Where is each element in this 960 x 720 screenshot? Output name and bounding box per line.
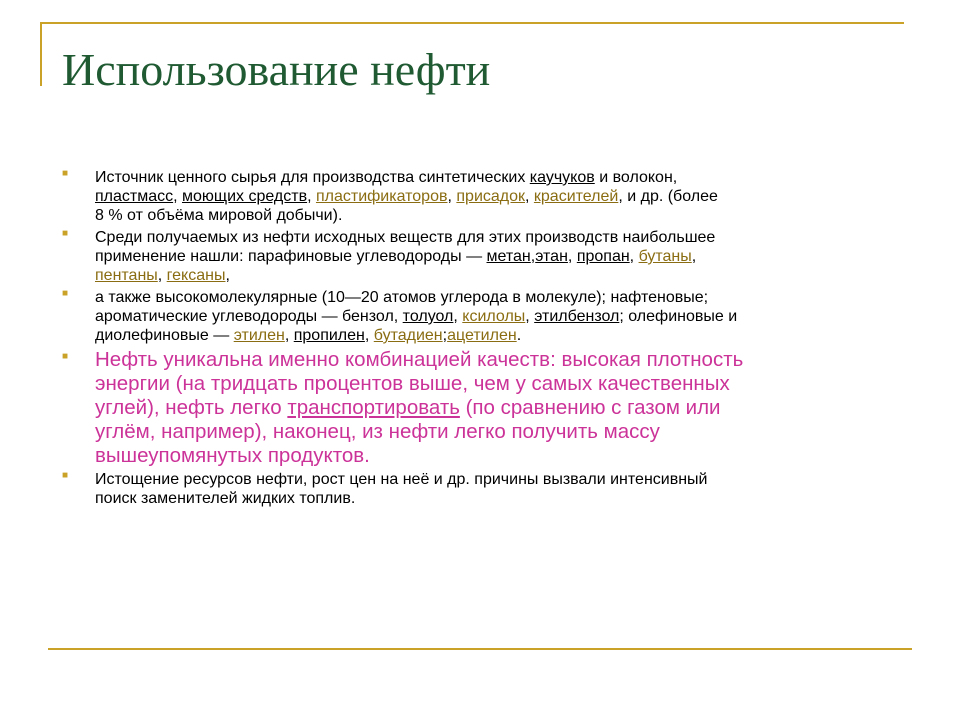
bullet-text: ,: [173, 188, 183, 205]
bullet-text: ,: [525, 188, 534, 205]
slide-title: Использование нефти: [62, 44, 491, 95]
hyperlink[interactable]: толуол: [402, 308, 454, 325]
square-bullet-icon: ■: [62, 470, 69, 481]
bullet-text: ,: [447, 188, 457, 205]
hyperlink[interactable]: пластификаторов: [315, 188, 448, 205]
bullet-text: поиск заменителей жидких топлив.: [95, 490, 356, 507]
bullet-text: ,: [307, 188, 316, 205]
square-bullet-icon: ■: [62, 351, 69, 362]
frame-top-line: [40, 22, 904, 24]
bullet-text: Истощение ресурсов нефти, рост цен на неё и др. причины вызвали интенсивный: [95, 471, 708, 488]
bullet-text: ; олефиновые и: [619, 308, 738, 325]
bullet-text: применение нашли: парафиновые углеводороды —: [95, 248, 487, 265]
hyperlink[interactable]: красителей: [533, 188, 619, 205]
bullet-text: ,: [364, 327, 374, 344]
hyperlink[interactable]: пропилен: [293, 327, 365, 344]
hyperlink[interactable]: ксилолы: [462, 308, 526, 325]
hyperlink[interactable]: гексаны: [166, 267, 226, 284]
bullet-text: а также высокомолекулярные (10—20 атомов углерода в молекуле); нафтеновые;: [95, 289, 709, 306]
bullet-text: вышеупомянутых продуктов.: [95, 444, 370, 467]
frame-left-line: [40, 22, 42, 86]
bullet-text: Источник ценного сырья для производства синтетических: [95, 169, 530, 186]
bullet-text: Нефть уникальна именно комбинацией качеств: высокая плотность: [95, 348, 744, 371]
bullet-item: [62, 168, 912, 225]
frame-bottom-line: [48, 648, 912, 650]
bullet-text: диолефиновые —: [95, 327, 234, 344]
bullet-text: , и др. (более: [618, 188, 718, 205]
hyperlink[interactable]: этилен: [233, 327, 285, 344]
square-bullet-icon: ■: [62, 168, 69, 179]
bullet-text: 8 % от объёма мировой добычи).: [95, 207, 343, 224]
bullet-text: ;: [442, 327, 448, 344]
bullet-item: [62, 470, 912, 508]
bullet-text: ,: [691, 248, 697, 265]
bullet-text: ,: [157, 267, 167, 284]
hyperlink[interactable]: бутадиен: [373, 327, 443, 344]
bullet-text: ,: [629, 248, 639, 265]
bullet-text: ароматические углеводороды — бензол,: [95, 308, 403, 325]
bullet-text: Среди получаемых из нефти исходных веществ для этих производств наибольшее: [95, 229, 716, 246]
square-bullet-icon: ■: [62, 228, 69, 239]
bullet-text: и волокон,: [594, 169, 678, 186]
bullet-item: [62, 288, 912, 345]
hyperlink[interactable]: транспортировать: [287, 396, 460, 419]
bullet-list: [62, 168, 912, 511]
hyperlink[interactable]: бутаны: [638, 248, 692, 265]
hyperlink[interactable]: каучуков: [529, 169, 595, 186]
bullet-text: углём, например), наконец, из нефти легко получить массу: [95, 420, 660, 443]
bullet-text: ,: [525, 308, 535, 325]
square-bullet-icon: ■: [62, 288, 69, 299]
hyperlink[interactable]: этилбензол: [534, 308, 620, 325]
hyperlink[interactable]: ацетилен: [447, 327, 517, 344]
bullet-text: углей), нефть легко: [95, 396, 288, 419]
bullet-text: (по сравнению с газом или: [459, 396, 721, 419]
hyperlink[interactable]: пропан: [576, 248, 630, 265]
hyperlink[interactable]: пластмасс: [95, 188, 174, 205]
bullet-item: [62, 348, 912, 468]
bullet-item: [62, 228, 912, 285]
hyperlink[interactable]: метан: [486, 248, 531, 265]
bullet-text: ,: [567, 248, 577, 265]
hyperlink[interactable]: моющих средств: [182, 188, 308, 205]
bullet-text: .: [516, 327, 522, 344]
hyperlink[interactable]: пентаны: [95, 267, 158, 284]
bullet-text: ,: [453, 308, 463, 325]
hyperlink[interactable]: этан: [535, 248, 568, 265]
bullet-text: ,: [225, 267, 230, 284]
hyperlink[interactable]: присадок: [456, 188, 526, 205]
bullet-text: ,: [530, 248, 536, 265]
bullet-text: энергии (на тридцать процентов выше, чем у самых качественных: [95, 372, 730, 395]
bullet-text: ,: [284, 327, 294, 344]
